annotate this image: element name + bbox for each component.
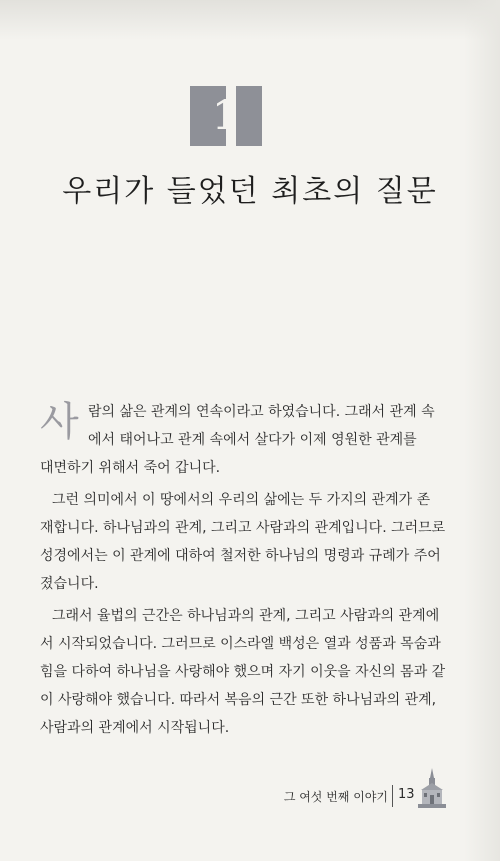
footer-divider [392, 785, 393, 807]
page-number: 13 [398, 787, 415, 802]
body-line: 힘을 다하여 하나님을 사랑해야 했으며 자기 이웃을 자신의 몸과 같 [40, 664, 446, 680]
top-shadow [0, 0, 500, 40]
body-line: 그런 의미에서 이 땅에서의 우리의 삶에는 두 가지의 관계가 존 [52, 492, 431, 508]
body-line: 그래서 율법의 근간은 하나님과의 관계, 그리고 사람과의 관계에 [52, 608, 440, 624]
body-line: 재합니다. 하나님과의 관계, 그리고 사람과의 관계입니다. 그러므로 [40, 520, 446, 536]
body-line: 이 사랑해야 했습니다. 따라서 복음의 근간 또한 하나님과의 관계, [40, 692, 437, 708]
body-line: 사람과의 관계에서 시작됩니다. [40, 720, 230, 736]
church-icon [418, 768, 446, 808]
chapter-number: 1 [212, 92, 240, 139]
drop-cap: 사 [40, 399, 79, 445]
body-line: 에서 태어나고 관계 속에서 살다가 이제 영원한 관계를 [88, 432, 417, 448]
body-line: 서 시작되었습니다. 그러므로 이스라엘 백성은 열과 성품과 목숨과 [40, 636, 441, 652]
running-footer: 그 여섯 번째 이야기 [283, 790, 388, 804]
body-line: 람의 삶은 관계의 연속이라고 하였습니다. 그래서 관계 속 [88, 404, 435, 420]
body-line: 성경에서는 이 관계에 대하여 철저한 하나님의 명령과 규례가 주어 [40, 548, 441, 564]
page-edge [464, 0, 500, 861]
chapter-title: 우리가 들었던 최초의 질문 [62, 174, 438, 209]
body-line: 대면하기 위해서 죽어 갑니다. [40, 460, 221, 476]
body-line: 졌습니다. [40, 576, 99, 592]
